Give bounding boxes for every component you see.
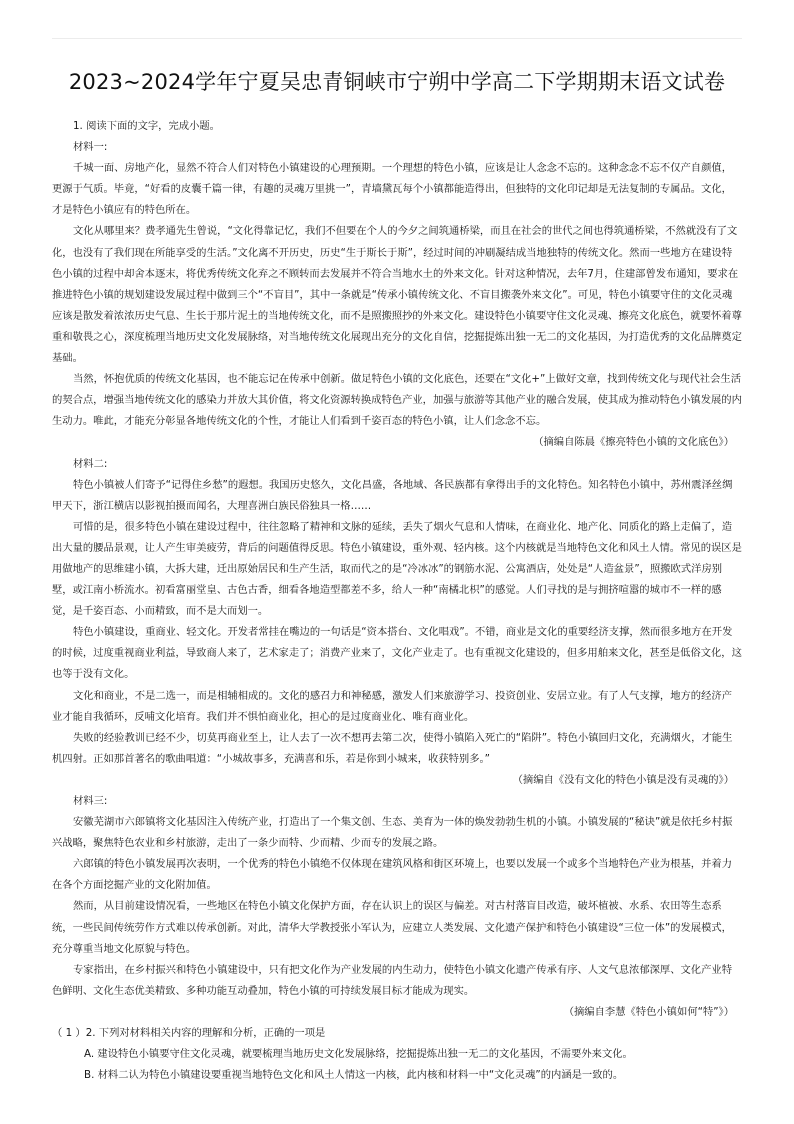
page-title: 2023~2024学年宁夏吴忠青铜峡市宁朔中学高二下学期期末语文试卷 — [68, 70, 726, 94]
material3-paragraph: 然而，从目前建设情况看，一些地区在特色小镇文化保护方面，存在认识上的误区与偏差。对古村落盲目改造，破坏植被、水系、农田等生态系统，一些民间传统劳作方式难以传承创新。对此，清华大学教授张小军认为，应建立人类发展、文化遗产保护和特色小镇建设“三位一体”的发展模式，充分尊重当地文化原貌与特色。 — [52, 900, 732, 955]
question-stem: （ 1 ）2. 下列对材料相关内容的理解和分析，正确的一项是 — [52, 1027, 326, 1040]
material3-source: （摘编自李慧《特色小镇如何“特”》） — [563, 1005, 734, 1018]
material1-label: 材料一: — [73, 141, 108, 154]
material1-paragraph: 文化从哪里来？费孝通先生曾说，“文化得靠记忆，我们不但要在个人的今夕之间筑通桥梁，而且在社会的世代之间也得筑通桥梁，不然就没有了文化，也没有了我们现在所能享受的生活。”文化离不开历史，历史“生于斯长于斯”，经过时间的冲刷凝结成当地独特的传统文化。然而一些地方在建设特色小镇的过程中却舍本逐末，将优秀传统文化弃之不顾转而去发展并不符合当地水土的外来文化。针对这种情况，去年7月，住建部曾发布通知，要求在推进特色小镇的规划建设发展过程中做到三个“不盲目”，其中一条就是“传承小镇传统文化、不盲目搬袭外来文化”。可见，特色小镇要守住的文化灵魂应该是散发着浓浓历史气息、生长于那片泥土的当地传统文化，而不是照搬照抄的外来文化。建设特色小镇要守住文化灵魂、擦亮文化底色，就要怀着尊重和敬畏之心，深度梳理当地历史文化发展脉络，对当地传统文化展现出充分的文化自信，挖掘提炼出独一无二的文化基因，为打造优秀的文化品牌奠定基础。 — [52, 225, 742, 365]
material2-source: （摘编自《没有文化的特色小镇是没有灵魂的》） — [512, 773, 734, 786]
exam-content — [52, 116, 742, 1086]
material2-paragraph: 可惜的是，很多特色小镇在建设过程中，往往忽略了精神和文脉的延续，丢失了烟火气息和人情味，在商业化、地产化、同质化的路上走偏了，造出大量的腰品景观，让人产生审美疲劳，背后的问题值得反思。特色小镇建设，重外观、轻内核。这个内核就是当地特色文化和风土人情。常见的误区是用做地产的思维建小镇，大拆大建，迁出原始居民和生产生活，取而代之的是“冷冰冰”的钢筋水泥、公寓酒店，处处是“人造盆景”，照搬欧式洋房别墅，或江南小桥流水。初看富丽堂皇、古色古香，细看各地造型都差不多，给人一种“南橘北枳”的感觉。人们寻找的是与拥挤喧嚣的城市不一样的感觉，是千姿百态、小而精致，而不是大而划一。 — [52, 520, 742, 618]
material1-paragraph: 千城一面、房地产化，显然不符合人们对特色小镇建设的心理预期。一个理想的特色小镇，应该是让人念念不忘的。这种念念不忘不仅产自颜值，更源于气质。毕竟，“好看的皮囊千篇一律，有趣的灵魂万里挑一”，青墙黛瓦每个小镇都能造得出，但独特的文化印记却是无法复制的专属品。文化，才是特色小镇应有的特色所在。 — [52, 162, 732, 217]
question-intro: 1. 阅读下面的文字，完成小题。 — [73, 120, 220, 132]
material1-source: （摘编自陈晨《擦亮特色小镇的文化底色》） — [533, 436, 734, 449]
material2-paragraph: 特色小镇被人们寄予“记得住乡愁”的遐想。我国历史悠久，文化昌盛，各地域、各民族都有拿得出手的文化特色。知名特色小镇中，苏州震泽丝绸甲天下，浙江横店以影视拍摄而闻名，大理喜洲白族民俗独具一格…… — [52, 478, 733, 512]
material2-paragraph: 失败的经验教训已经不少，切莫再商业至上，让人去了一次不想再去第二次，使得小镇陷入死亡的“陷阱”。特色小镇回归文化，充满烟火，才能生机四射。正如那首著名的歌曲唱道：“小城故事多，充满喜和乐，若是你到小城来，收获特别多。” — [52, 731, 733, 765]
material3-paragraph: 安徽芜湖市六郎镇将文化基因注入传统产业，打造出了一个集文创、生态、美育为一体的焕发勃勃生机的小镇。小镇发展的“秘诀”就是依托乡村振兴战略，聚焦特色农业和乡村旅游，走出了一条少而特、少而精、少而专的发展之路。 — [52, 816, 733, 850]
material3-label: 材料三: — [73, 795, 108, 807]
material2-paragraph: 特色小镇建设，重商业、轻文化。开发者常挂在嘴边的一句话是“资本搭台、文化唱戏”。不错，商业是文化的重要经济支撑，然而很多地方在开发的时候，过度重视商业利益，导致商人来了，艺术家走了；消费产业来了，文化产业走了。也有重视文化建设的，但多用舶来文化，甚至是低俗文化，这也等于没有文化。 — [52, 626, 742, 681]
material3-paragraph: 专家指出，在乡村振兴和特色小镇建设中，只有把文化作为产业发展的内生动力，使特色小镇文化遗产传承有序、人文气息浓郁深厚、文化产业特色鲜明、文化生态优美精致、多种功能互动叠加，特色小镇的可持续发展目标才能成为现实。 — [52, 963, 732, 997]
option-b[interactable]: B. 材料二认为特色小镇建设要重视当地特色文化和风土人情这一内核，此内核和材料一中“文化灵魂”的内涵是一致的。 — [84, 1069, 624, 1082]
material2-paragraph: 文化和商业，不是二选一，而是相辅相成的。文化的感召力和神秘感，激发人们来旅游学习、投资创业、安居立业。有了人气支撑，地方的经济产业才能自我循环，反哺文化培育。我们并不惧怕商业化，担心的是过度商业化、唯有商业化。 — [52, 689, 732, 723]
material3-paragraph: 六郎镇的特色小镇发展再次表明，一个优秀的特色小镇绝不仅体现在建筑风格和街区环境上，也要以发展一个或多个当地特色产业为根基，并着力在各个方面挖掘产业的文化附加值。 — [52, 858, 732, 892]
material1-paragraph: 当然，怀抱优质的传统文化基因，也不能忘记在传承中创新。做足特色小镇的文化底色，还要在“文化+”上做好文章，找到传统文化与现代社会生活的契合点，增强当地传统文化的感染力并放大其价值，将文化资源转换成特色产业，加强与旅游等其他产业的融合发展，使其成为推动特色小镇发展的内生动力。唯此，才能充分彰显各地传统文化的个性，才能让人们看到千姿百态的特色小镇，让人们念念不忘。 — [52, 373, 742, 428]
option-a[interactable]: A. 建设特色小镇要守住文化灵魂，就要梳理当地历史文化发展脉络，挖掘提炼出独一无二的文化基因，不需要外来文化。 — [84, 1048, 633, 1061]
header-rule — [52, 38, 742, 39]
material2-label: 材料二: — [73, 457, 108, 470]
